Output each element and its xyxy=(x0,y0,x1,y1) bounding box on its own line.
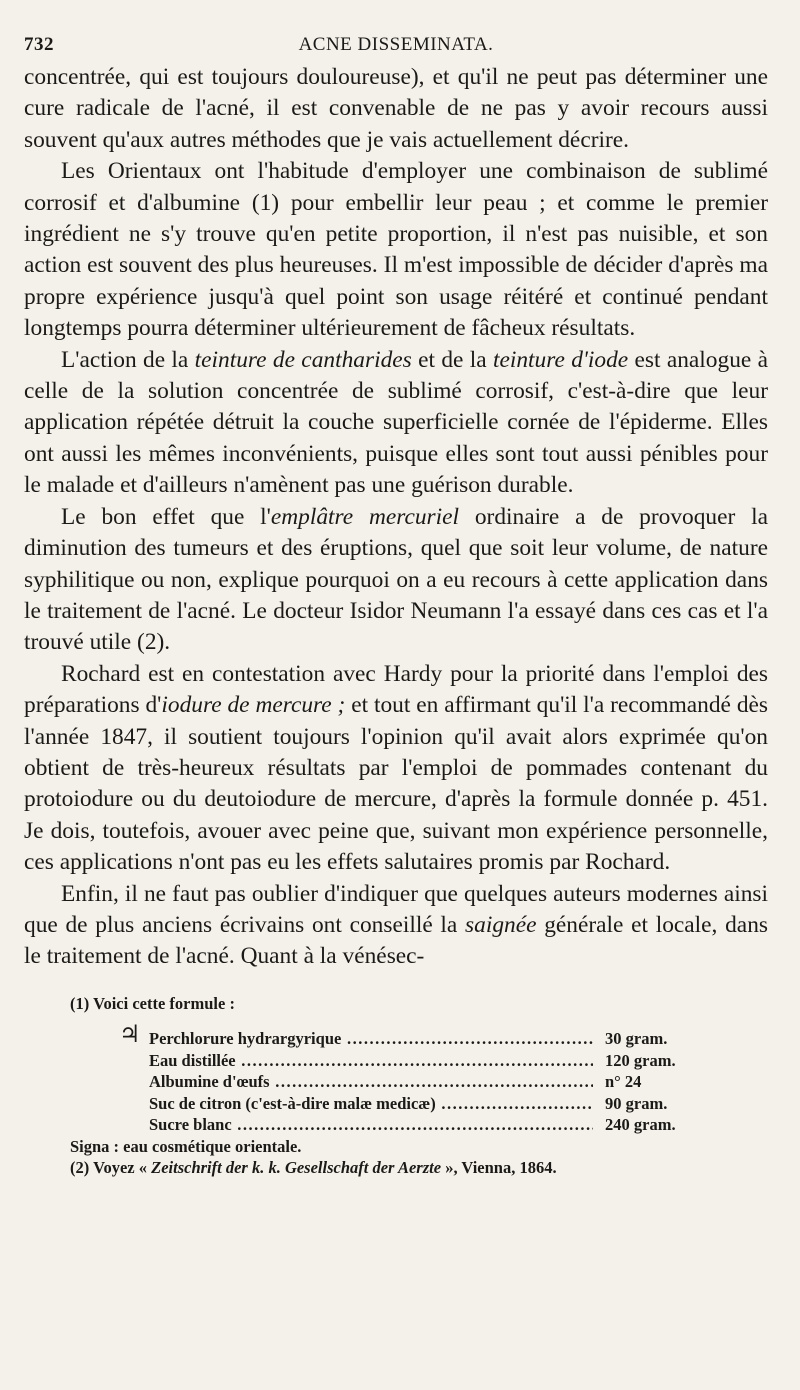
paragraph-6-text: Enfin, il ne faut pas oublier d'indiquer que quelques auteurs modernes ainsi que de plus anciens écrivains ont conseillé la xyxy=(24,880,768,938)
term-emplatre-mercuriel: emplâtre mercuriel xyxy=(270,503,460,530)
ingredient-quantity: 240 gram. xyxy=(605,1115,676,1135)
term-saignee: saignée xyxy=(465,911,537,938)
paragraph-6-text: générale et locale, dans le traitement de l'acné. Quant à la vénésec- xyxy=(24,911,768,970)
ingredient-name: Sucre blanc ..... xyxy=(149,1114,593,1136)
term-teinture-cantharides: teinture de cantharides xyxy=(194,346,412,373)
footnote-1-intro: (1) Voici cette formule : xyxy=(70,993,235,1013)
ingredient-name: Perchlorure hydrargyrique ..... xyxy=(149,1028,593,1050)
paragraph-3-text: L'action de la xyxy=(61,346,195,373)
book-page xyxy=(24,28,768,1179)
ingredient-name: Suc de citron (c'est-à-dire malæ medicæ) ..... xyxy=(149,1093,593,1115)
running-title: ACNE DISSEMINATA. xyxy=(298,34,494,55)
page-header xyxy=(24,28,768,62)
footnote-2-journal-title: Zeitschrift der k. k. Gesellschaft der Aerzte xyxy=(151,1158,442,1178)
footnote-2-text: (2) Voyez « xyxy=(70,1158,152,1178)
footnotes xyxy=(24,993,768,1179)
ingredient-quantity: 120 gram. xyxy=(605,1050,676,1070)
body-text xyxy=(24,62,768,973)
ingredient-quantity: n° 24 xyxy=(605,1072,642,1092)
term-iodure-mercure: iodure de mercure ; xyxy=(161,692,346,719)
paragraph-3 xyxy=(24,345,768,502)
paragraph-5 xyxy=(24,659,768,879)
formula-row xyxy=(149,1114,717,1136)
paragraph-2: Les Orientaux ont l'habitude d'employer une combinaison de sublimé corrosif et d'albumine (1) pour embellir leur peau ; et comme le premier ingrédient ne s'y trouve qu'en petite proportion, il n'est pas nuisible, et son action est souvent des plus heureuses. Il m'est impossible de décider d'après ma propre expérience jusqu'à quel point son usage réitéré et continué pendant longtemps pourra déterminer ultérieurement de fâcheux résultats. xyxy=(24,158,768,342)
formula-row xyxy=(149,1050,717,1072)
formula-row xyxy=(149,1093,717,1115)
formula-list xyxy=(119,1022,717,1136)
paragraph-5-text: Rochard est en contestation avec Hardy pour la priorité dans l'emploi des préparations d' xyxy=(24,660,768,719)
term-teinture-iode: teinture d'iode xyxy=(492,346,629,373)
paragraph-1: concentrée, qui est toujours douloureuse), et qu'il ne peut pas déterminer une cure radicale de l'acné, il est convenable de ne pas y avoir recours aussi souvent qu'aux autres méthodes que je vais actuellement décrire. xyxy=(24,64,768,153)
paragraph-6 xyxy=(24,879,768,973)
rx-symbol-icon: ♃ xyxy=(119,1022,141,1049)
ingredient-quantity: 30 gram. xyxy=(605,1029,668,1049)
paragraph-3-text: est analogue à celle de la solution concentrée de sublimé corrosif, c'est-à-dire que leur application répétée détruit la couche superficielle cornée de l'épiderme. Elles ont aussi les mêmes inconvénients, puisque elles sont tout aussi pénibles pour le malade et d'ailleurs n'amènent pas une guérison durable. xyxy=(24,346,768,499)
paragraph-5-text: et tout en affirmant qu'il l'a recommandé dès l'année 1847, il soutient toujours l'opinion qu'il avait alors exprimée qu'on obtient de très-heureux résultats par l'emploi de pommades contenant du protoiodure ou du deutoiodure de mercure, d'après la formule donnée p. 451. Je dois, toutefois, avouer avec peine que, suivant mon expérience personnelle, ces applications n'ont pas eu les effets salutaires promis par Rochard. xyxy=(24,692,768,876)
paragraph-4 xyxy=(24,502,768,659)
page-number: 732 xyxy=(24,34,54,55)
formula-row xyxy=(119,1022,717,1050)
paragraph-4-text: ordinaire a de provoquer la diminution des tumeurs et des éruptions, quel que soit leur volume, de nature syphilitique ou non, explique pourquoi on a eu recours à cette application dans le traitement de l'acné. Le docteur Isidor Neumann l'a essayé dans ces cas et l'a trouvé utile (2). xyxy=(24,503,768,656)
footnote-2 xyxy=(24,1157,768,1179)
ingredient-name: Albumine d'œufs ..... xyxy=(149,1071,593,1093)
paragraph-4-text: Le bon effet que l' xyxy=(61,503,271,530)
signa-line: Signa : eau cosmétique orientale. xyxy=(70,1136,302,1156)
ingredient-quantity: 90 gram. xyxy=(605,1093,668,1113)
paragraph-3-text: et de la xyxy=(411,346,493,373)
formula-row xyxy=(149,1071,717,1093)
footnote-2-text: », Vienna, 1864. xyxy=(441,1158,557,1178)
ingredient-name: Eau distillée ..... xyxy=(149,1050,593,1072)
